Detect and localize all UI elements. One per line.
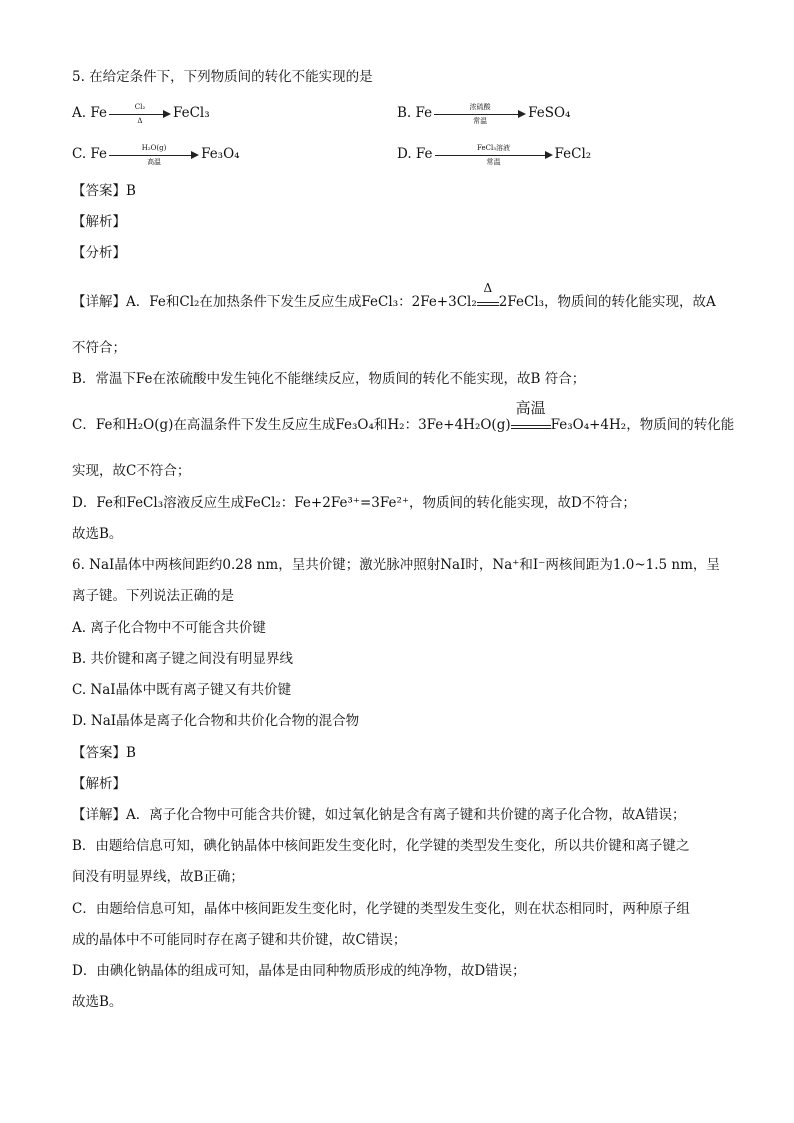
- reaction-arrow: [434, 102, 526, 125]
- q5-detail-b: B．常温下Fe在浓硫酸中发生钝化不能继续反应，物质间的转化不能实现，故B 符合；: [72, 371, 586, 387]
- q5-detail-a-line2: 不符合；: [72, 340, 126, 356]
- q6-option-d: D. NaI晶体是离子化合物和共价化合物的混合物: [72, 713, 360, 729]
- q6-analysis: 【解析】: [72, 776, 126, 792]
- arrow-condition-bottom: 常温: [473, 116, 488, 125]
- option-label: A. Fe: [72, 105, 107, 121]
- arrow-condition-bottom: 高温: [147, 157, 162, 166]
- detail-text: 2FeCl₃，物质间的转化能实现，故A: [498, 294, 716, 310]
- arrow-condition-bottom: 常温: [486, 157, 501, 166]
- arrow-condition-top: Cl₂: [134, 102, 146, 111]
- q5-detail-c-line1: [72, 399, 735, 434]
- q5-detail-a-line1: [72, 281, 716, 311]
- q6-option-c: C. NaI晶体中既有离子键又有共价键: [72, 682, 292, 698]
- option-product: Fe₃O₄: [201, 146, 240, 162]
- q6-stem-line1: 6. NaI晶体中两核间距约0.28 nm，呈共价键；激光脉冲照射NaI时，Na⁺和I⁻两核间距为1.0~1.5 nm，呈: [72, 557, 720, 573]
- option-label: D. Fe: [397, 146, 433, 162]
- reaction-arrow: [435, 143, 553, 166]
- q5-analysis: 【解析】: [72, 214, 126, 230]
- q5-detail-d: D．Fe和FeCl₃溶液反应生成FeCl₂：Fe+2Fe³⁺=3Fe²⁺，物质间的转化能实现，故D不符合；: [72, 495, 636, 511]
- condition-label: Δ: [483, 281, 493, 295]
- option-label: C. Fe: [72, 146, 108, 162]
- q6-detail-b-line2: 间没有明显界线，故B正确；: [72, 869, 244, 885]
- q5-stem: 5. 在给定条件下，下列物质间的转化不能实现的是: [72, 69, 373, 85]
- q6-detail-d: D．由碘化钠晶体的组成可知，晶体是由同种物质形成的纯净物，故D错误；: [72, 963, 526, 979]
- q6-option-b: B. 共价键和离子键之间没有明显界线: [72, 651, 294, 667]
- q5-option-c: [72, 145, 240, 164]
- q6-detail-a: 【详解】A．离子化合物中可能含共价键，如过氧化钠是含有离子键和共价键的离子化合物，故A错误；: [72, 807, 686, 823]
- condition-label: 高温: [515, 399, 546, 417]
- option-product: FeSO₄: [528, 105, 571, 121]
- q6-answer: 【答案】B: [72, 745, 136, 761]
- q5-option-d: [397, 145, 591, 164]
- option-label: B. Fe: [397, 105, 433, 121]
- q6-option-a: A. 离子化合物中不可能含共价键: [72, 620, 266, 636]
- q5-answer: 【答案】B: [72, 183, 136, 199]
- reaction-condition-sign: [477, 281, 499, 311]
- q5-option-b: [397, 104, 570, 123]
- arrow-condition-top: H₂O(g): [141, 143, 167, 152]
- option-product: FeCl₃: [172, 105, 210, 121]
- arrow-condition-bottom: Δ: [137, 116, 143, 125]
- q5-fenxi: 【分析】: [72, 245, 126, 261]
- option-product: FeCl₂: [554, 146, 592, 162]
- detail-text: Fe₃O₄+4H₂，物质间的转化能: [550, 417, 735, 433]
- reaction-condition-sign: [511, 399, 551, 434]
- reaction-arrow: [109, 102, 171, 125]
- detail-text: C．Fe和H₂O(g)在高温条件下发生反应生成Fe₃O₄和H₂：3Fe+4H₂O(g): [72, 417, 511, 433]
- q6-detail-b-line1: B．由题给信息可知，碘化钠晶体中核间距发生变化时，化学键的类型发生变化，所以共价键和离子键之: [72, 838, 690, 854]
- q5-detail-c-line2: 实现，故C不符合；: [72, 463, 191, 479]
- arrow-condition-top: 浓硫酸: [469, 102, 491, 111]
- reaction-arrow: [109, 143, 199, 166]
- q6-stem-line2: 离子键。下列说法正确的是: [72, 588, 234, 604]
- arrow-condition-top: FeCl₃溶液: [477, 143, 511, 152]
- detail-text: 【详解】A．Fe和Cl₂在加热条件下发生反应生成FeCl₃：2Fe+3Cl₂: [72, 294, 477, 310]
- q6-detail-c-line2: 成的晶体中不可能同时存在离子键和共价键，故C错误；: [72, 932, 407, 948]
- q6-choose: 故选B。: [72, 994, 123, 1010]
- q6-detail-c-line1: C．由题给信息可知，晶体中核间距发生变化时，化学键的类型发生变化，则在状态相同时，两种原子组: [72, 901, 690, 917]
- q5-choose: 故选B。: [72, 526, 123, 542]
- q5-option-a: [72, 104, 210, 123]
